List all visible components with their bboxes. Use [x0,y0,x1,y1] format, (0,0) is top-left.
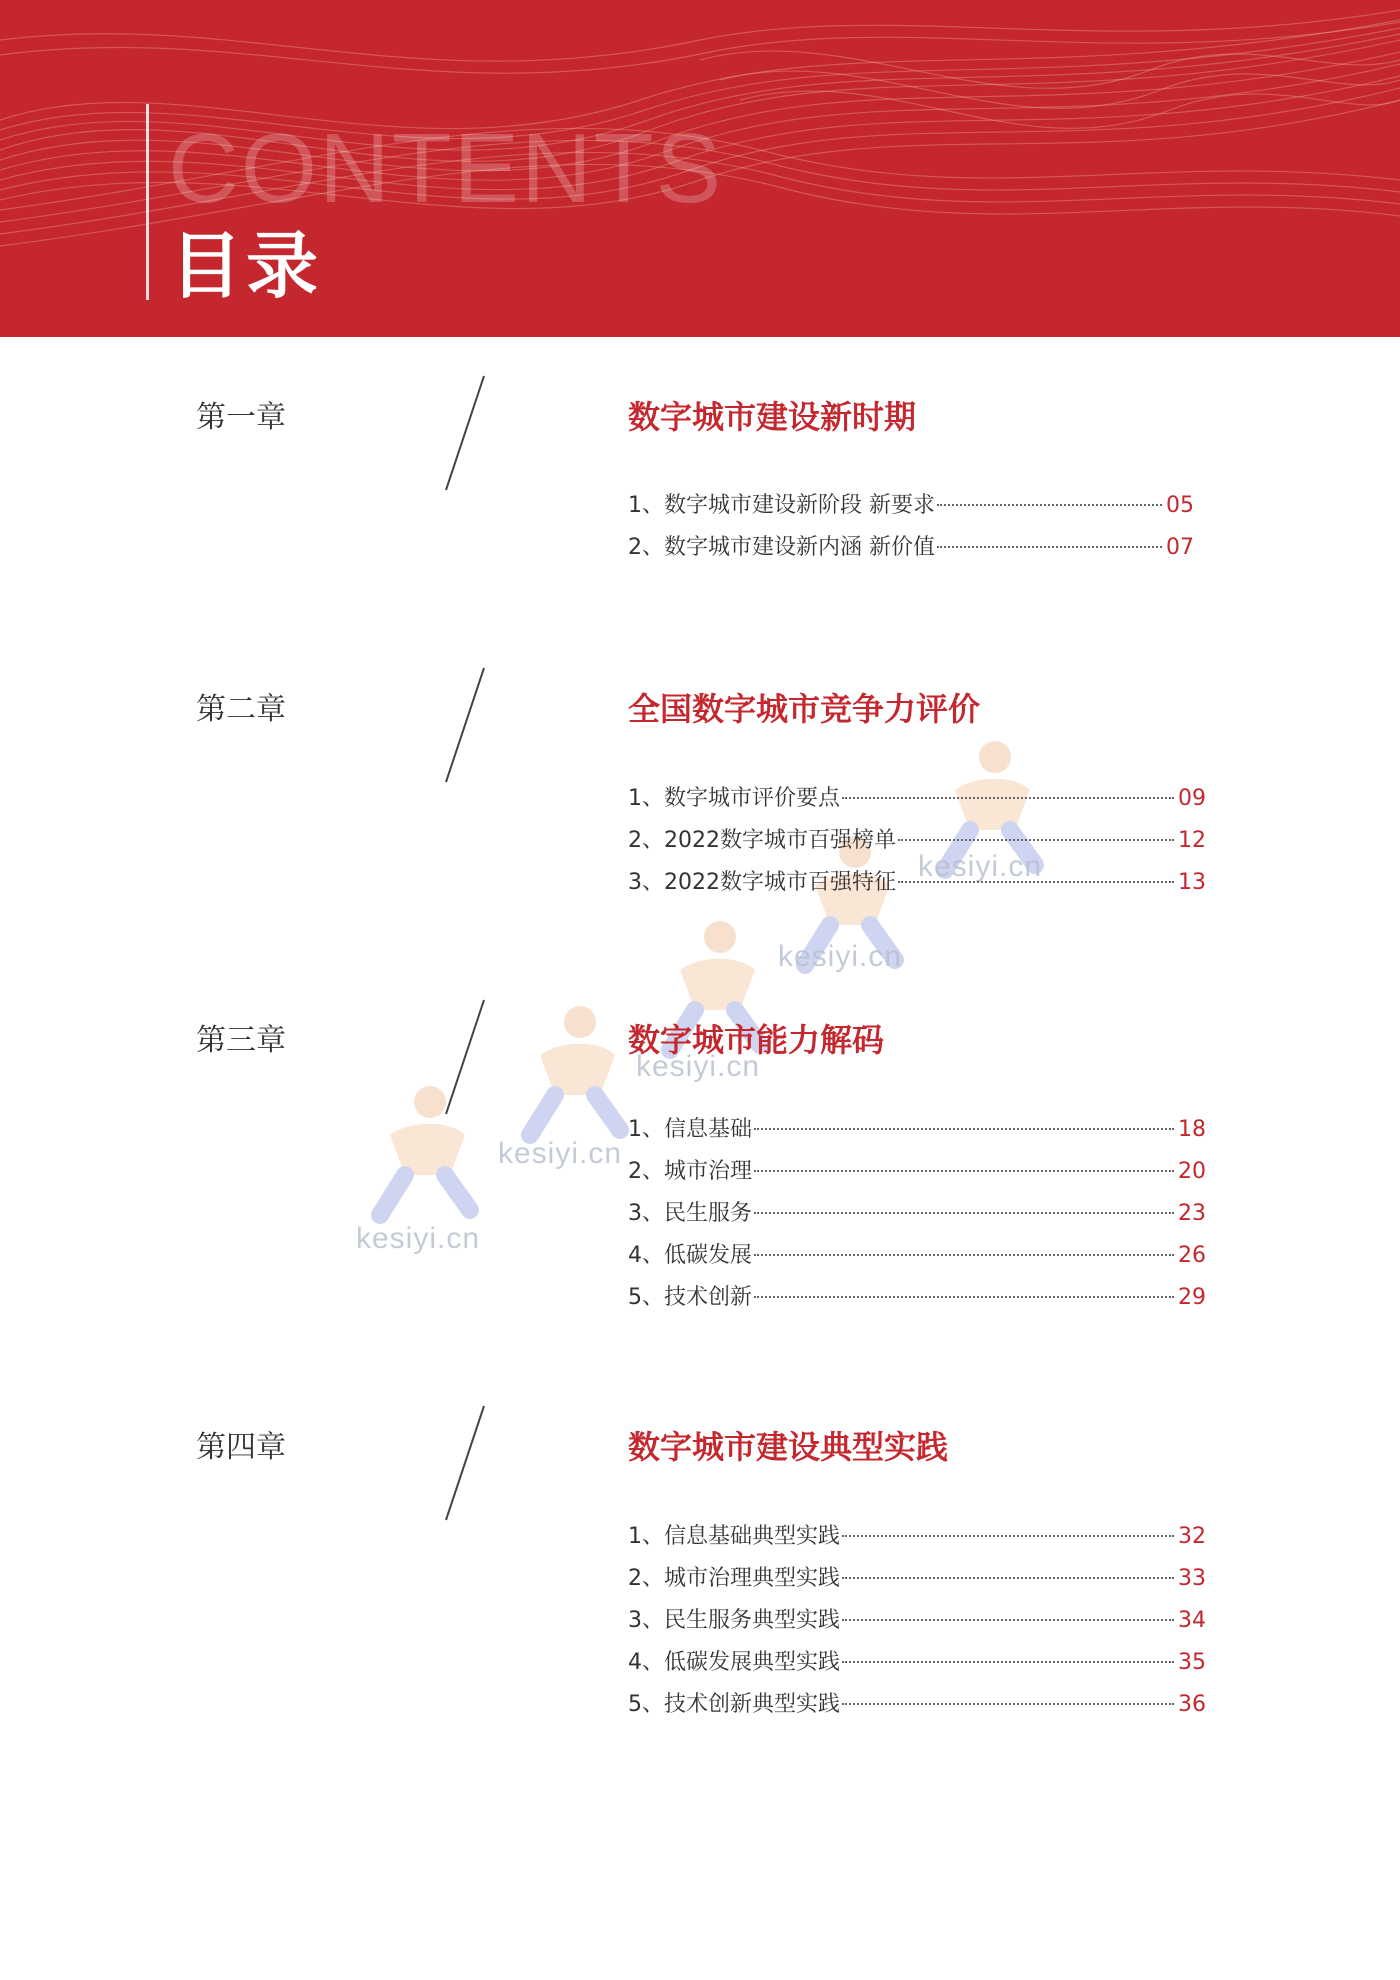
watermark-text: kesiyi.cn [356,1222,481,1255]
toc-item-text: 1、数字城市评价要点 [628,786,840,811]
dot-leader [842,1703,1174,1705]
header-banner [0,0,1400,337]
toc-item-text: 5、技术创新典型实践 [628,1692,840,1717]
dot-leader [937,504,1162,506]
slash-divider [440,664,490,786]
toc-item-text: 5、技术创新 [628,1285,752,1310]
toc-item-text: 4、低碳发展典型实践 [628,1650,840,1675]
toc-item-text: 1、数字城市建设新阶段 新要求 [628,493,935,518]
chapter-label: 第四章 [196,1430,286,1465]
toc-item-text: 1、信息基础 [628,1117,752,1142]
toc-item-text: 2、数字城市建设新内涵 新价值 [628,535,935,560]
watermark-text: kesiyi.cn [778,940,903,973]
slash-divider [440,372,490,494]
chapter-title[interactable]: 数字城市能力解码 [628,1021,885,1059]
toc-item[interactable] [628,823,1206,855]
dot-leader [754,1212,1174,1214]
toc-page-number: 12 [1178,828,1206,853]
toc-item-text: 3、民生服务 [628,1201,752,1226]
page-title: 目录 [170,224,323,308]
chapter-label: 第三章 [196,1023,286,1058]
chapter-title[interactable]: 数字城市建设新时期 [628,398,917,436]
toc-item[interactable] [628,1196,1206,1228]
toc-item[interactable] [628,530,1194,562]
slash-divider [440,1402,490,1524]
dot-leader [754,1254,1174,1256]
toc-item-text: 3、2022数字城市百强特征 [628,870,896,895]
toc-item-text: 4、低碳发展 [628,1243,752,1268]
toc-page-number: 34 [1178,1608,1206,1633]
toc-item[interactable] [628,1645,1206,1677]
toc-page-number: 18 [1178,1117,1206,1142]
toc-item[interactable] [628,1561,1206,1593]
header-divider-line [146,104,149,300]
toc-page-number: 33 [1178,1566,1206,1591]
toc-page-number: 35 [1178,1650,1206,1675]
toc-page-number: 26 [1178,1243,1206,1268]
toc-page-number: 07 [1166,535,1194,560]
toc-page-number: 05 [1166,493,1194,518]
dot-leader [842,1619,1174,1621]
dot-leader [898,881,1174,883]
toc-item[interactable] [628,1687,1206,1719]
watermark-text: kesiyi.cn [498,1137,623,1170]
toc-item[interactable] [628,1112,1206,1144]
toc-page-number: 13 [1178,870,1206,895]
chapter-title[interactable]: 数字城市建设典型实践 [628,1428,949,1466]
toc-page-number: 23 [1178,1201,1206,1226]
dot-leader [842,1577,1174,1579]
toc-page-number: 29 [1178,1285,1206,1310]
dot-leader [842,797,1174,799]
toc-item-text: 2、城市治理典型实践 [628,1566,840,1591]
slash-divider [440,996,490,1118]
dot-leader [842,1535,1174,1537]
dot-leader [898,839,1174,841]
chapter-label: 第二章 [196,692,286,727]
toc-item-text: 1、信息基础典型实践 [628,1524,840,1549]
toc-page-number: 20 [1178,1159,1206,1184]
toc-item[interactable] [628,1154,1206,1186]
toc-item-text: 2、2022数字城市百强榜单 [628,828,896,853]
toc-item[interactable] [628,781,1206,813]
toc-item[interactable] [628,488,1194,520]
toc-item[interactable] [628,865,1206,897]
dot-leader [754,1296,1174,1298]
toc-item-text: 3、民生服务典型实践 [628,1608,840,1633]
contents-heading: CONTENTS [168,113,723,223]
toc-item[interactable] [628,1519,1206,1551]
toc-page-number: 09 [1178,786,1206,811]
toc-page-number: 36 [1178,1692,1206,1717]
watermark-text: kesiyi.cn [636,1050,761,1083]
toc-item[interactable] [628,1603,1206,1635]
dot-leader [754,1128,1174,1130]
toc-page-number: 32 [1178,1524,1206,1549]
watermark-text: kesiyi.cn [918,850,1043,883]
toc-item[interactable] [628,1280,1206,1312]
dot-leader [937,546,1162,548]
toc-item-text: 2、城市治理 [628,1159,752,1184]
running-person-icon [500,1000,640,1150]
chapter-label: 第一章 [196,400,286,435]
dot-leader [754,1170,1174,1172]
chapter-title[interactable]: 全国数字城市竞争力评价 [628,690,981,728]
toc-item[interactable] [628,1238,1206,1270]
dot-leader [842,1661,1174,1663]
